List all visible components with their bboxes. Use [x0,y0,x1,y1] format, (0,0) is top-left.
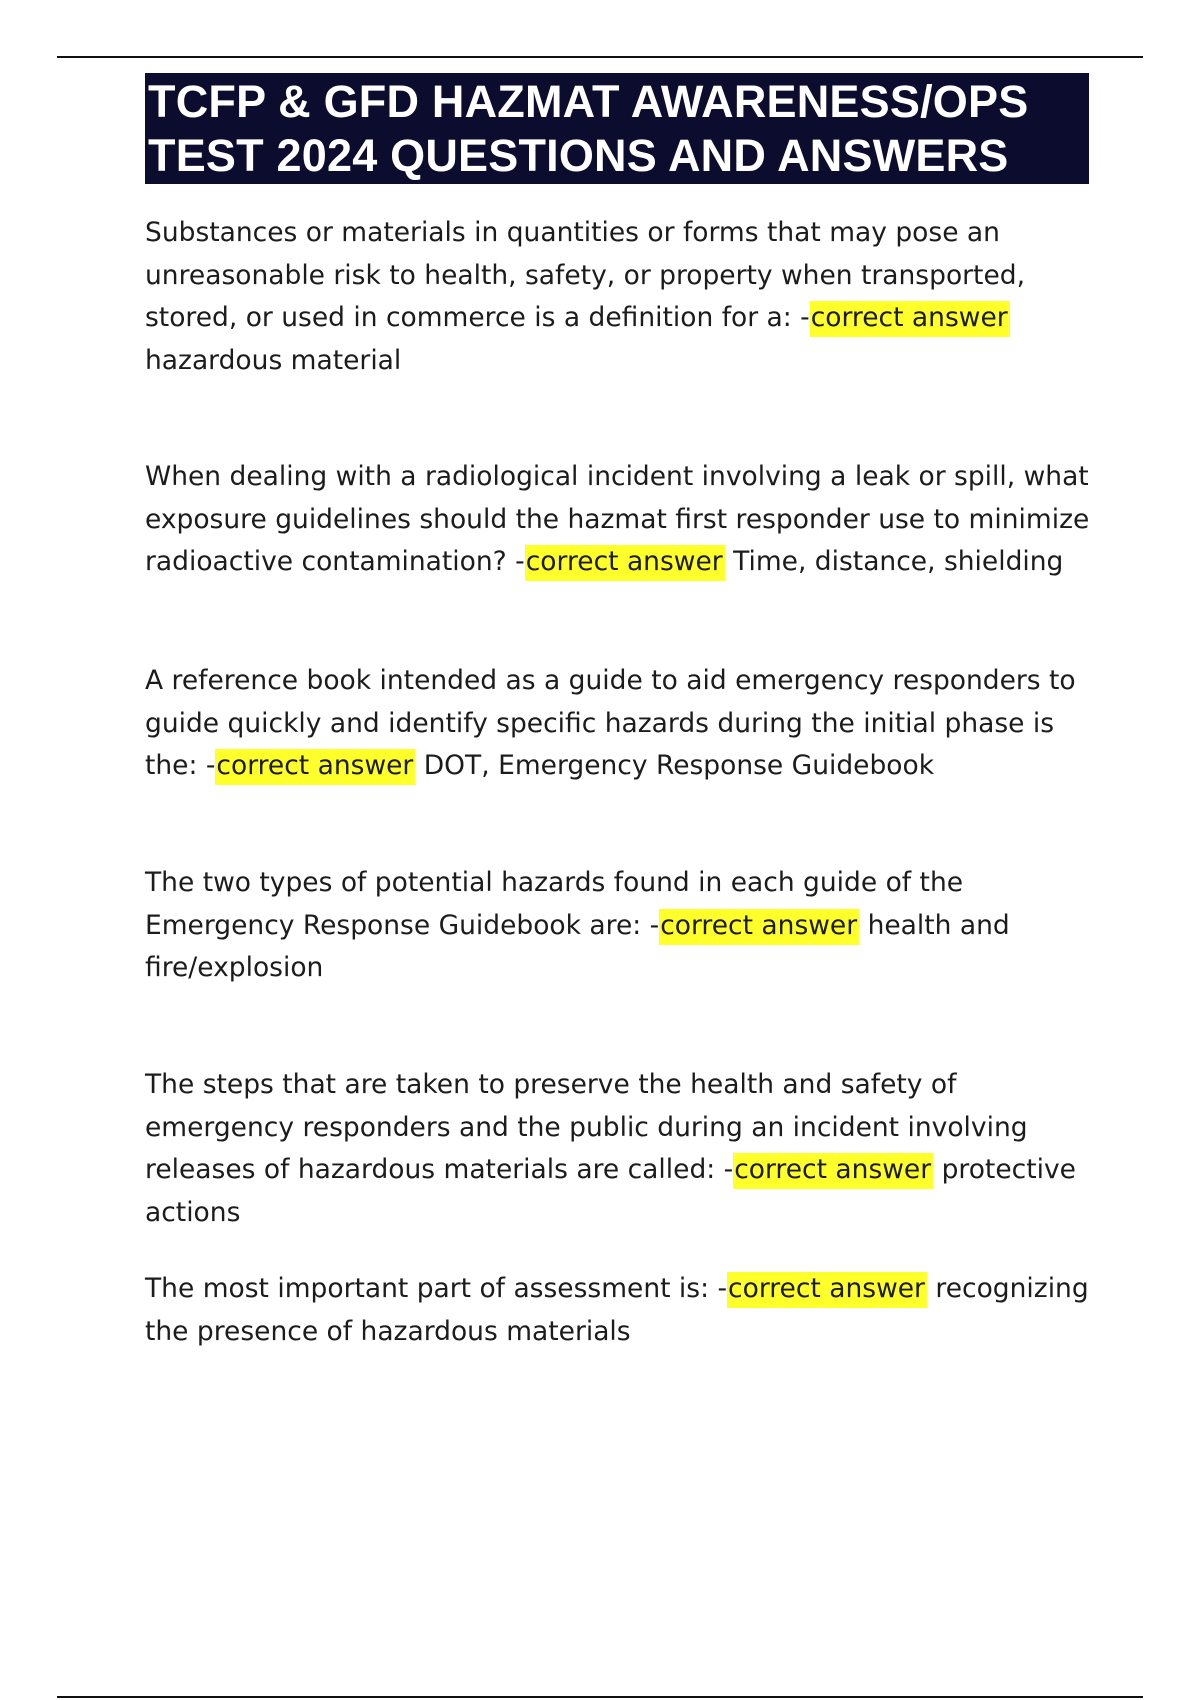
document-title [145,73,1089,184]
qa-item [145,456,1095,584]
top-divider [57,56,1143,58]
question-text: The two types of potential hazards found in each guide of the Emergency Response Guidebook are: - [145,867,964,941]
answer-marker: correct answer [659,909,859,945]
answer-marker: correct answer [727,1272,927,1308]
bottom-divider [57,1696,1143,1698]
qa-item [145,1064,1095,1234]
title-line-2: TEST 2024 QUESTIONS AND ANSWERS [148,130,1009,181]
answer-marker: correct answer [733,1153,933,1189]
answer-text: DOT, Emergency Response Guidebook [423,750,935,781]
answer-marker: correct answer [215,749,415,785]
answer-text: protective actions [145,1154,1076,1228]
question-text: When dealing with a radiological incident involving a leak or spill, what exposure guidelines should the hazmat first responder use to minimize radioactive contamination? - [145,461,1090,577]
answer-text: Time, distance, shielding [733,546,1064,577]
answer-text: health and fire/explosion [145,909,1010,983]
qa-item [145,862,1095,990]
answer-text: hazardous material [145,344,402,376]
qa-item [145,212,1095,382]
title-line-1: TCFP & GFD HAZMAT AWARENESS/OPS [148,76,1029,127]
answer-text: recognizing the presence of hazardous materials [145,1273,1089,1347]
question-text: A reference book intended as a guide to aid emergency responders to guide quickly and identify specific hazards during the initial phase is the: - [145,665,1076,781]
question-text: The most important part of assessment is: - [145,1273,728,1304]
question-text: Substances or materials in quantities or forms that may pose an unreasonable risk to health, safety, or property when transported, stored, or used in commerce is a definition for a: - [145,217,1025,333]
qa-item [145,660,1095,788]
qa-item [145,1268,1095,1353]
answer-marker: correct answer [525,545,725,581]
answer-marker: correct answer [810,301,1010,337]
question-text: The steps that are taken to preserve the health and safety of emergency responders and the public during an incident involving releases of hazardous materials are called: - [145,1069,1028,1185]
